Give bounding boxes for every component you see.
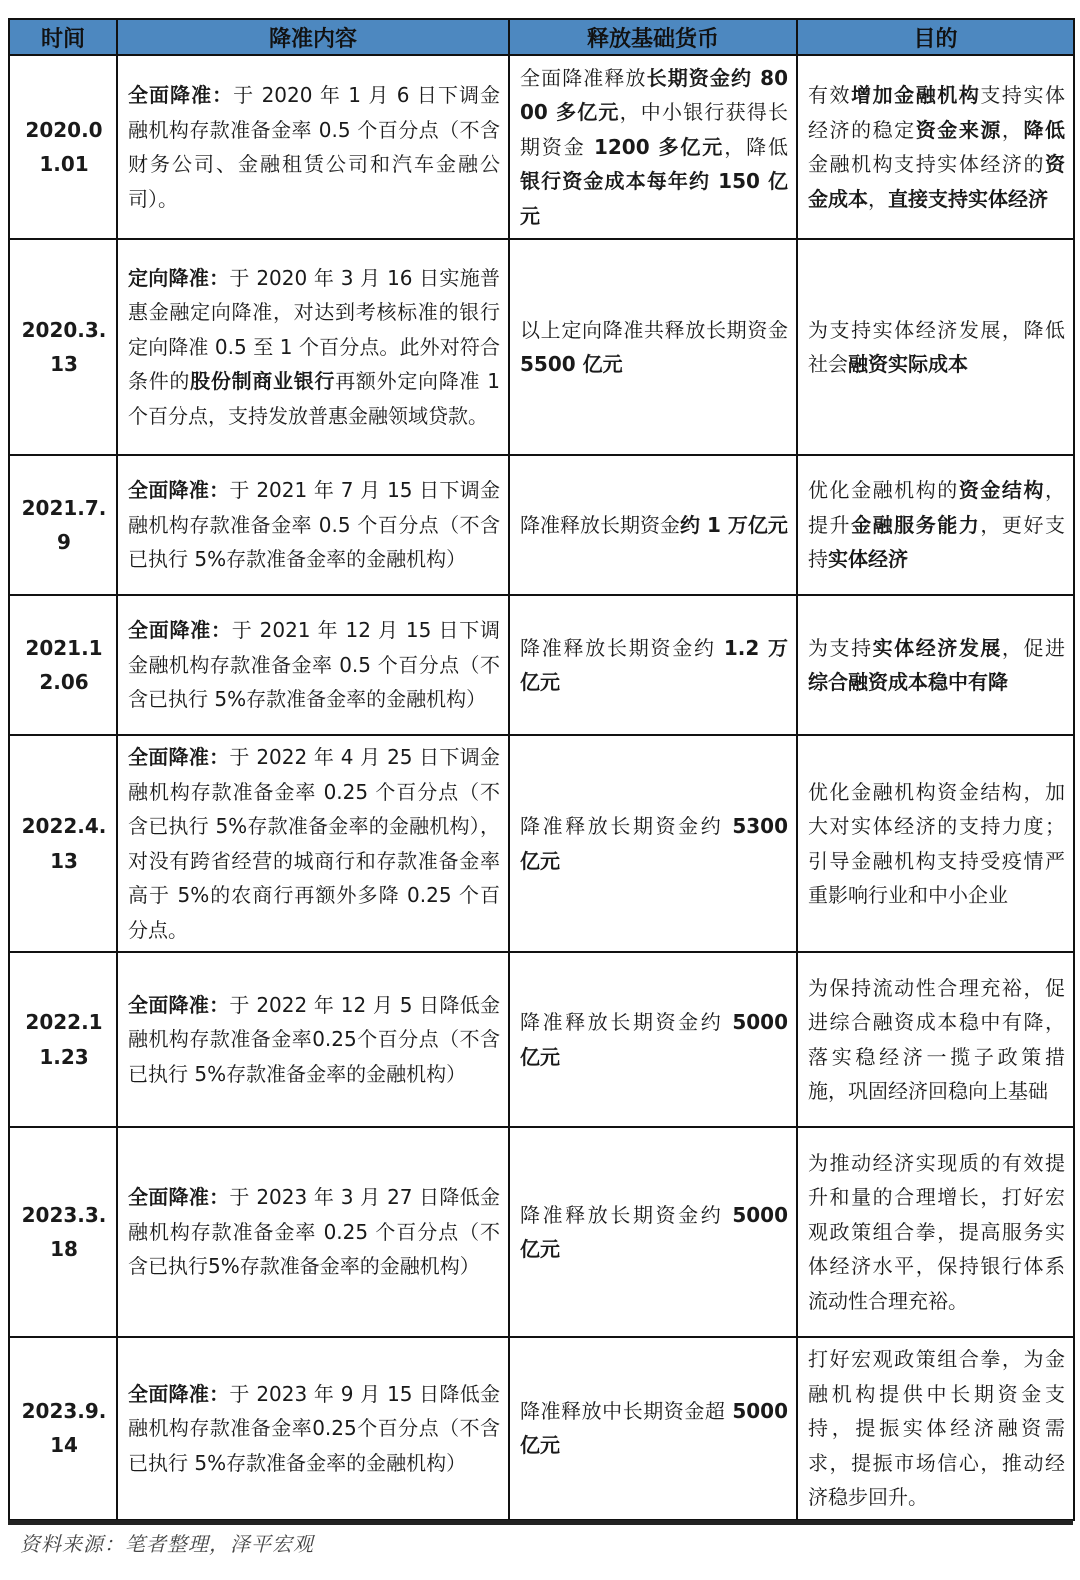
bold-segment: 长期资金约 8000 多亿元 <box>520 65 789 125</box>
bold-segment: 5500 亿元 <box>520 352 623 376</box>
text-segment: 为支持实体经济发展，降低社会 <box>808 317 1065 376</box>
text-segment: 优化金融机构的 <box>808 478 959 503</box>
cell-time: 2020.01.01 <box>9 55 117 239</box>
text-segment: 为保持流动性合理充裕，促进综合融资成本稳中有降，落实稳经济一揽子政策措施，巩固经济回稳向上基础 <box>808 975 1065 1103</box>
text-segment: 于 2020 年 1 月 6 日下调金融机构存款准备金率 0.5 个百分点（不含财务公司、金融租赁公司和汽车金融公司）。 <box>128 83 501 211</box>
cell-release <box>509 1337 797 1520</box>
text-segment: 支持实体经济的稳定 <box>808 83 1066 142</box>
text-segment: 于 2020 年 3 月 16 日实施普惠金融定向降准，对达到考核标准的银行定向降准 0.5 至 1 个百分点。此外对符合条件的 <box>128 265 500 394</box>
text-segment: 于 2021 年 7 月 15 日下调金融机构存款准备金率 0.5 个百分点（不含已执行 5%存款准备金率的金融机构） <box>128 478 500 572</box>
cell-release <box>509 239 797 455</box>
text-segment: 为推动经济实现质的有效提升和量的合理增长，打好宏观政策组合拳，提高服务实体经济水平，保持银行体系流动性合理充裕。 <box>808 1150 1065 1313</box>
text-segment: 于 2022 年 12 月 5 日降低金融机构存款准备金率0.25个百分点（不含已执行 5%存款准备金率的金融机构） <box>128 992 500 1086</box>
cell-purpose <box>797 455 1074 595</box>
bold-segment: 5000 亿元 <box>520 1398 788 1458</box>
text-segment: 降准释放长期资金约 <box>520 814 733 838</box>
table-row <box>9 735 1074 952</box>
bold-segment: 1.2 万亿元 <box>520 635 788 694</box>
cell-time: 2021.7.9 <box>9 455 117 595</box>
cell-time: 2022.11.23 <box>9 952 117 1127</box>
text-segment: ，更好支持 <box>808 512 1066 572</box>
bold-segment: 全面降准： <box>128 1185 230 1210</box>
table-row <box>9 455 1074 595</box>
cell-time: 2023.9.14 <box>9 1337 117 1520</box>
cell-release <box>509 1127 797 1337</box>
bold-segment: 金融服务能力 <box>851 512 981 537</box>
cell-purpose <box>797 55 1074 239</box>
text-segment: 以上定向降准共释放长期资金 <box>520 317 788 342</box>
source-note: 资料来源：笔者整理，泽平宏观 <box>20 1532 314 1556</box>
table-row <box>9 1337 1074 1520</box>
cell-purpose <box>797 1127 1074 1337</box>
bold-segment: 全面降准： <box>128 745 230 769</box>
bold-segment: 全面降准： <box>128 992 230 1017</box>
cell-release <box>509 735 797 952</box>
text-segment: 降准释放长期资金约 <box>520 1010 733 1034</box>
bold-segment: 5000 亿元 <box>520 1202 788 1261</box>
bold-segment: 全面降准： <box>128 1381 230 1406</box>
cell-time: 2021.12.06 <box>9 595 117 735</box>
table-row <box>9 55 1074 239</box>
bold-segment: 融资实际成本 <box>848 352 968 376</box>
cell-content <box>117 455 509 595</box>
cell-purpose <box>797 595 1074 735</box>
cell-release <box>509 952 797 1127</box>
bold-segment: 定向降准： <box>128 265 230 290</box>
cell-content <box>117 595 509 735</box>
text-segment: 打好宏观政策组合拳，为金融机构提供中长期资金支持，提振实体经济融资需求，提振市场信心，推动经济稳步回升。 <box>808 1347 1065 1509</box>
cell-time: 2022.4.13 <box>9 735 117 952</box>
text-segment: ，促进 <box>1001 635 1066 660</box>
cell-time: 2023.3.18 <box>9 1127 117 1337</box>
text-segment: ，降低 <box>724 134 789 159</box>
header-row <box>9 19 1074 55</box>
bold-segment: 实体经济 <box>828 547 908 572</box>
bold-segment: 全面降准： <box>128 618 232 643</box>
bold-segment: 综合融资成本稳中有降 <box>808 670 1008 694</box>
table-row <box>9 1127 1074 1337</box>
cell-purpose <box>797 239 1074 455</box>
cell-content <box>117 1337 509 1520</box>
bold-segment: 5300 亿元 <box>520 814 788 873</box>
text-segment: ，中小银行获得长期资金 <box>520 100 789 159</box>
table-row <box>9 239 1074 455</box>
bold-segment: 资金结构 <box>958 478 1046 503</box>
cell-content <box>117 239 509 455</box>
text-segment: 为支持 <box>808 635 873 660</box>
bold-segment: 资金成本 <box>808 152 1065 211</box>
bold-segment: 降低 <box>1023 117 1066 142</box>
table-row <box>9 595 1074 735</box>
text-segment: 于 2023 年 3 月 27 日降低金融机构存款准备金率 0.25 个百分点（不含已执行5%存款准备金率的金融机构） <box>128 1185 500 1279</box>
rrr-cut-table <box>8 18 1075 1521</box>
text-segment: ，提升 <box>808 478 1066 537</box>
bold-segment: 资金来源 <box>915 117 1002 142</box>
cell-release <box>509 595 797 735</box>
cell-time: 2020.3.13 <box>9 239 117 455</box>
text-segment: 于 2022 年 4 月 25 日下调金融机构存款准备金率 0.25 个百分点（不含已执行 5%存款准备金率的金融机构），对没有跨省经营的城商行和存款准备金率高于 5%的农商行再额外多降 0.25 个百分点。 <box>128 745 500 942</box>
header-time: 时间 <box>9 19 117 55</box>
bold-segment: 全面降准： <box>128 478 230 503</box>
header-release: 释放基础货币 <box>509 19 797 55</box>
text-segment: 再额外定向降准 1 个百分点，支持发放普惠金融领域贷款。 <box>128 369 501 428</box>
text-segment: ， <box>868 186 888 211</box>
text-segment: 金融机构支持实体经济的 <box>808 152 1045 176</box>
text-segment: 降准释放长期资金约 <box>520 635 724 660</box>
text-segment: 降准释放长期资金约 <box>520 1202 733 1227</box>
cell-release <box>509 455 797 595</box>
header-content: 降准内容 <box>117 19 509 55</box>
bold-segment: 约 1 万亿元 <box>680 512 788 537</box>
text-segment: 有效 <box>808 83 852 107</box>
bold-segment: 直接支持实体经济 <box>888 186 1048 211</box>
text-segment: 于 2021 年 12 月 15 日下调金融机构存款准备金率 0.5 个百分点（不含已执行 5%存款准备金率的金融机构） <box>128 618 500 712</box>
bold-segment: 增加金融机构 <box>851 83 981 107</box>
bold-segment: 全面降准： <box>128 83 234 107</box>
cell-content <box>117 1127 509 1337</box>
cell-purpose <box>797 952 1074 1127</box>
cell-content <box>117 952 509 1127</box>
header-purpose: 目的 <box>797 19 1074 55</box>
cell-content <box>117 55 509 239</box>
cell-purpose <box>797 735 1074 952</box>
cell-release <box>509 55 797 239</box>
bold-segment: 5000 亿元 <box>520 1010 788 1069</box>
bold-segment: 实体经济发展 <box>872 635 1002 660</box>
text-segment: 于 2023 年 9 月 15 日降低金融机构存款准备金率0.25个百分点（不含已执行 5%存款准备金率的金融机构） <box>128 1381 500 1475</box>
text-segment: 降准释放长期资金 <box>520 512 680 537</box>
table-row <box>9 952 1074 1127</box>
bold-segment: 1200 多亿元 <box>593 134 725 159</box>
table-body <box>9 55 1074 1520</box>
cell-purpose <box>797 1337 1074 1520</box>
source-divider <box>8 1520 1073 1525</box>
text-segment: 降准释放中长期资金超 <box>520 1398 733 1423</box>
text-segment: 全面降准释放 <box>520 65 647 90</box>
cell-content <box>117 735 509 952</box>
bold-segment: 银行资金成本每年约 150 亿元 <box>520 169 788 228</box>
text-segment: 优化金融机构资金结构，加大对实体经济的支持力度；引导金融机构支持受疫情严重影响行业和中小企业 <box>808 779 1065 907</box>
text-segment: ， <box>1001 117 1024 142</box>
bold-segment: 股份制商业银行 <box>190 369 336 394</box>
